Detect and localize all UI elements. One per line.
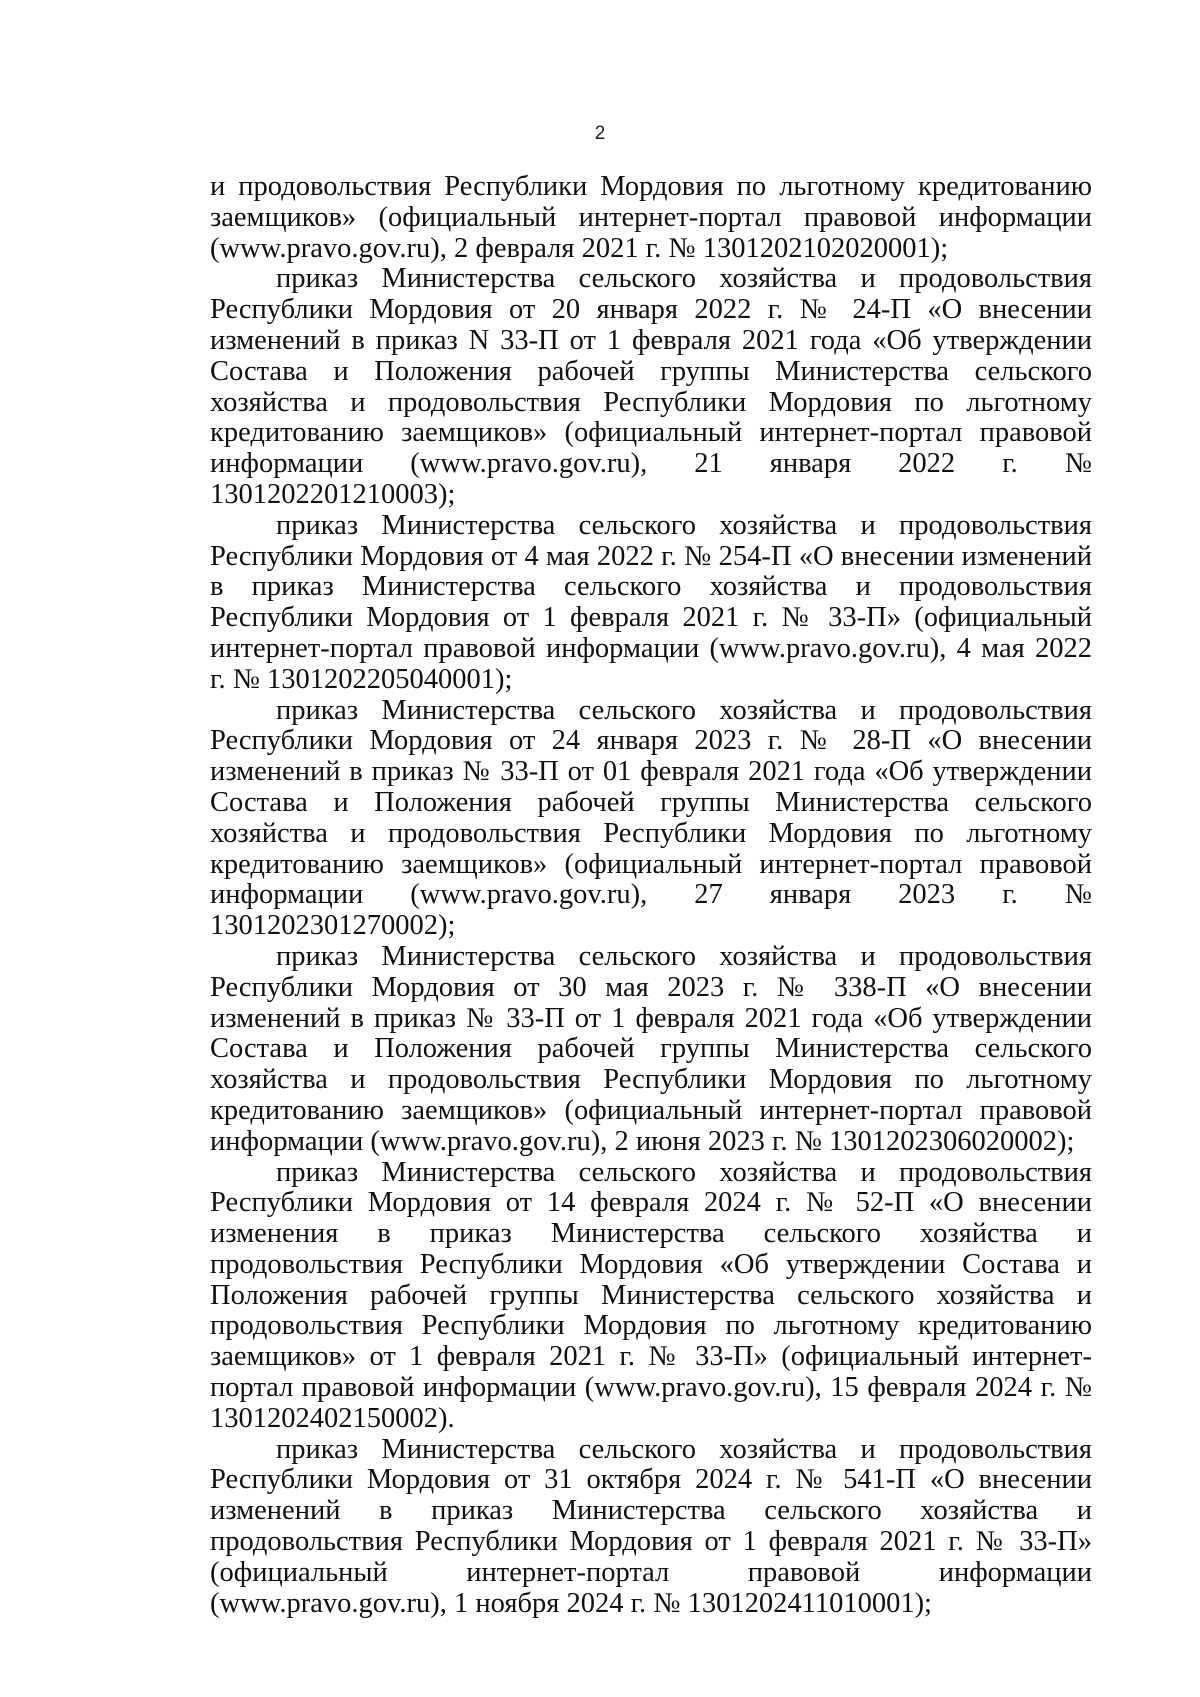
page-number: 2 <box>594 123 606 144</box>
paragraph-order-2023-28: приказ Министерства сельского хозяйства и продовольствия Республики Мордовия от 24 января 2023 г. № 28-П «О внесении изменений в приказ № 33-П от 01 февраля 2021 года «Об утверждении Состава и Положения рабочей группы Министерства сельского хозяйства и продовольствия Республики Мордовия по льготному кредитованию заемщиков» (официальный интернет-портал правовой информации (www.pravo.gov.ru), 27 января 2023 г. № 1301202301270002); <box>210 694 1092 942</box>
paragraph-continuation: и продовольствия Республики Мордовия по льготному кредитованию заемщиков» (официальный интернет-портал правовой информации (www.pravo.gov.ru), 2 февраля 2021 г. № 1301202102020001); <box>210 171 1092 264</box>
document-body <box>210 172 1092 1619</box>
paragraph-order-2023-338: приказ Министерства сельского хозяйства и продовольствия Республики Мордовия от 30 мая 2023 г. № 338-П «О внесении изменений в приказ № 33-П от 1 февраля 2021 года «Об утверждении Состава и Положения рабочей группы Министерства сельского хозяйства и продовольствия Республики Мордовия по льготному кредитованию заемщиков» (официальный интернет-портал правовой информации (www.pravo.gov.ru), 2 июня 2023 г. № 1301202306020002); <box>210 940 1092 1157</box>
paragraph-order-2022-24: приказ Министерства сельского хозяйства и продовольствия Республики Мордовия от 20 января 2022 г. № 24-П «О внесении изменений в приказ N 33-П от 1 февраля 2021 года «Об утверждении Состава и Положения рабочей группы Министерства сельского хозяйства и продовольствия Республики Мордовия по льготному кредитованию заемщиков» (официальный интернет-портал правовой информации (www.pravo.gov.ru), 21 января 2022 г. № 1301202201210003); <box>210 263 1092 510</box>
paragraph-order-2024-52: приказ Министерства сельского хозяйства и продовольствия Республики Мордовия от 14 февраля 2024 г. № 52-П «О внесении изменения в приказ Министерства сельского хозяйства и продовольствия Республики Мордовия «Об утверждении Состава и Положения рабочей группы Министерства сельского хозяйства и продовольствия Республики Мордовия по льготному кредитованию заемщиков» от 1 февраля 2021 г. № 33-П» (официальный интернет-портал правовой информации (www.pravo.gov.ru), 15 февраля 2024 г. № 1301202402150002). <box>210 1156 1092 1434</box>
paragraph-order-2024-541: приказ Министерства сельского хозяйства и продовольствия Республики Мордовия от 31 октября 2024 г. № 541-П «О внесении изменений в приказ Министерства сельского хозяйства и продовольствия Республики Мордовия от 1 февраля 2021 г. № 33-П» (официальный интернет-портал правовой информации (www.pravo.gov.ru), 1 ноября 2024 г. № 1301202411010001); <box>210 1433 1092 1619</box>
paragraph-order-2022-254: приказ Министерства сельского хозяйства и продовольствия Республики Мордовия от 4 мая 2022 г. № 254-П «О внесении изменений в приказ Министерства сельского хозяйства и продовольствия Республики Мордовия от 1 февраля 2021 г. № 33-П» (официальный интернет-портал правовой информации (www.pravo.gov.ru), 4 мая 2022 г. № 1301202205040001); <box>210 509 1092 695</box>
